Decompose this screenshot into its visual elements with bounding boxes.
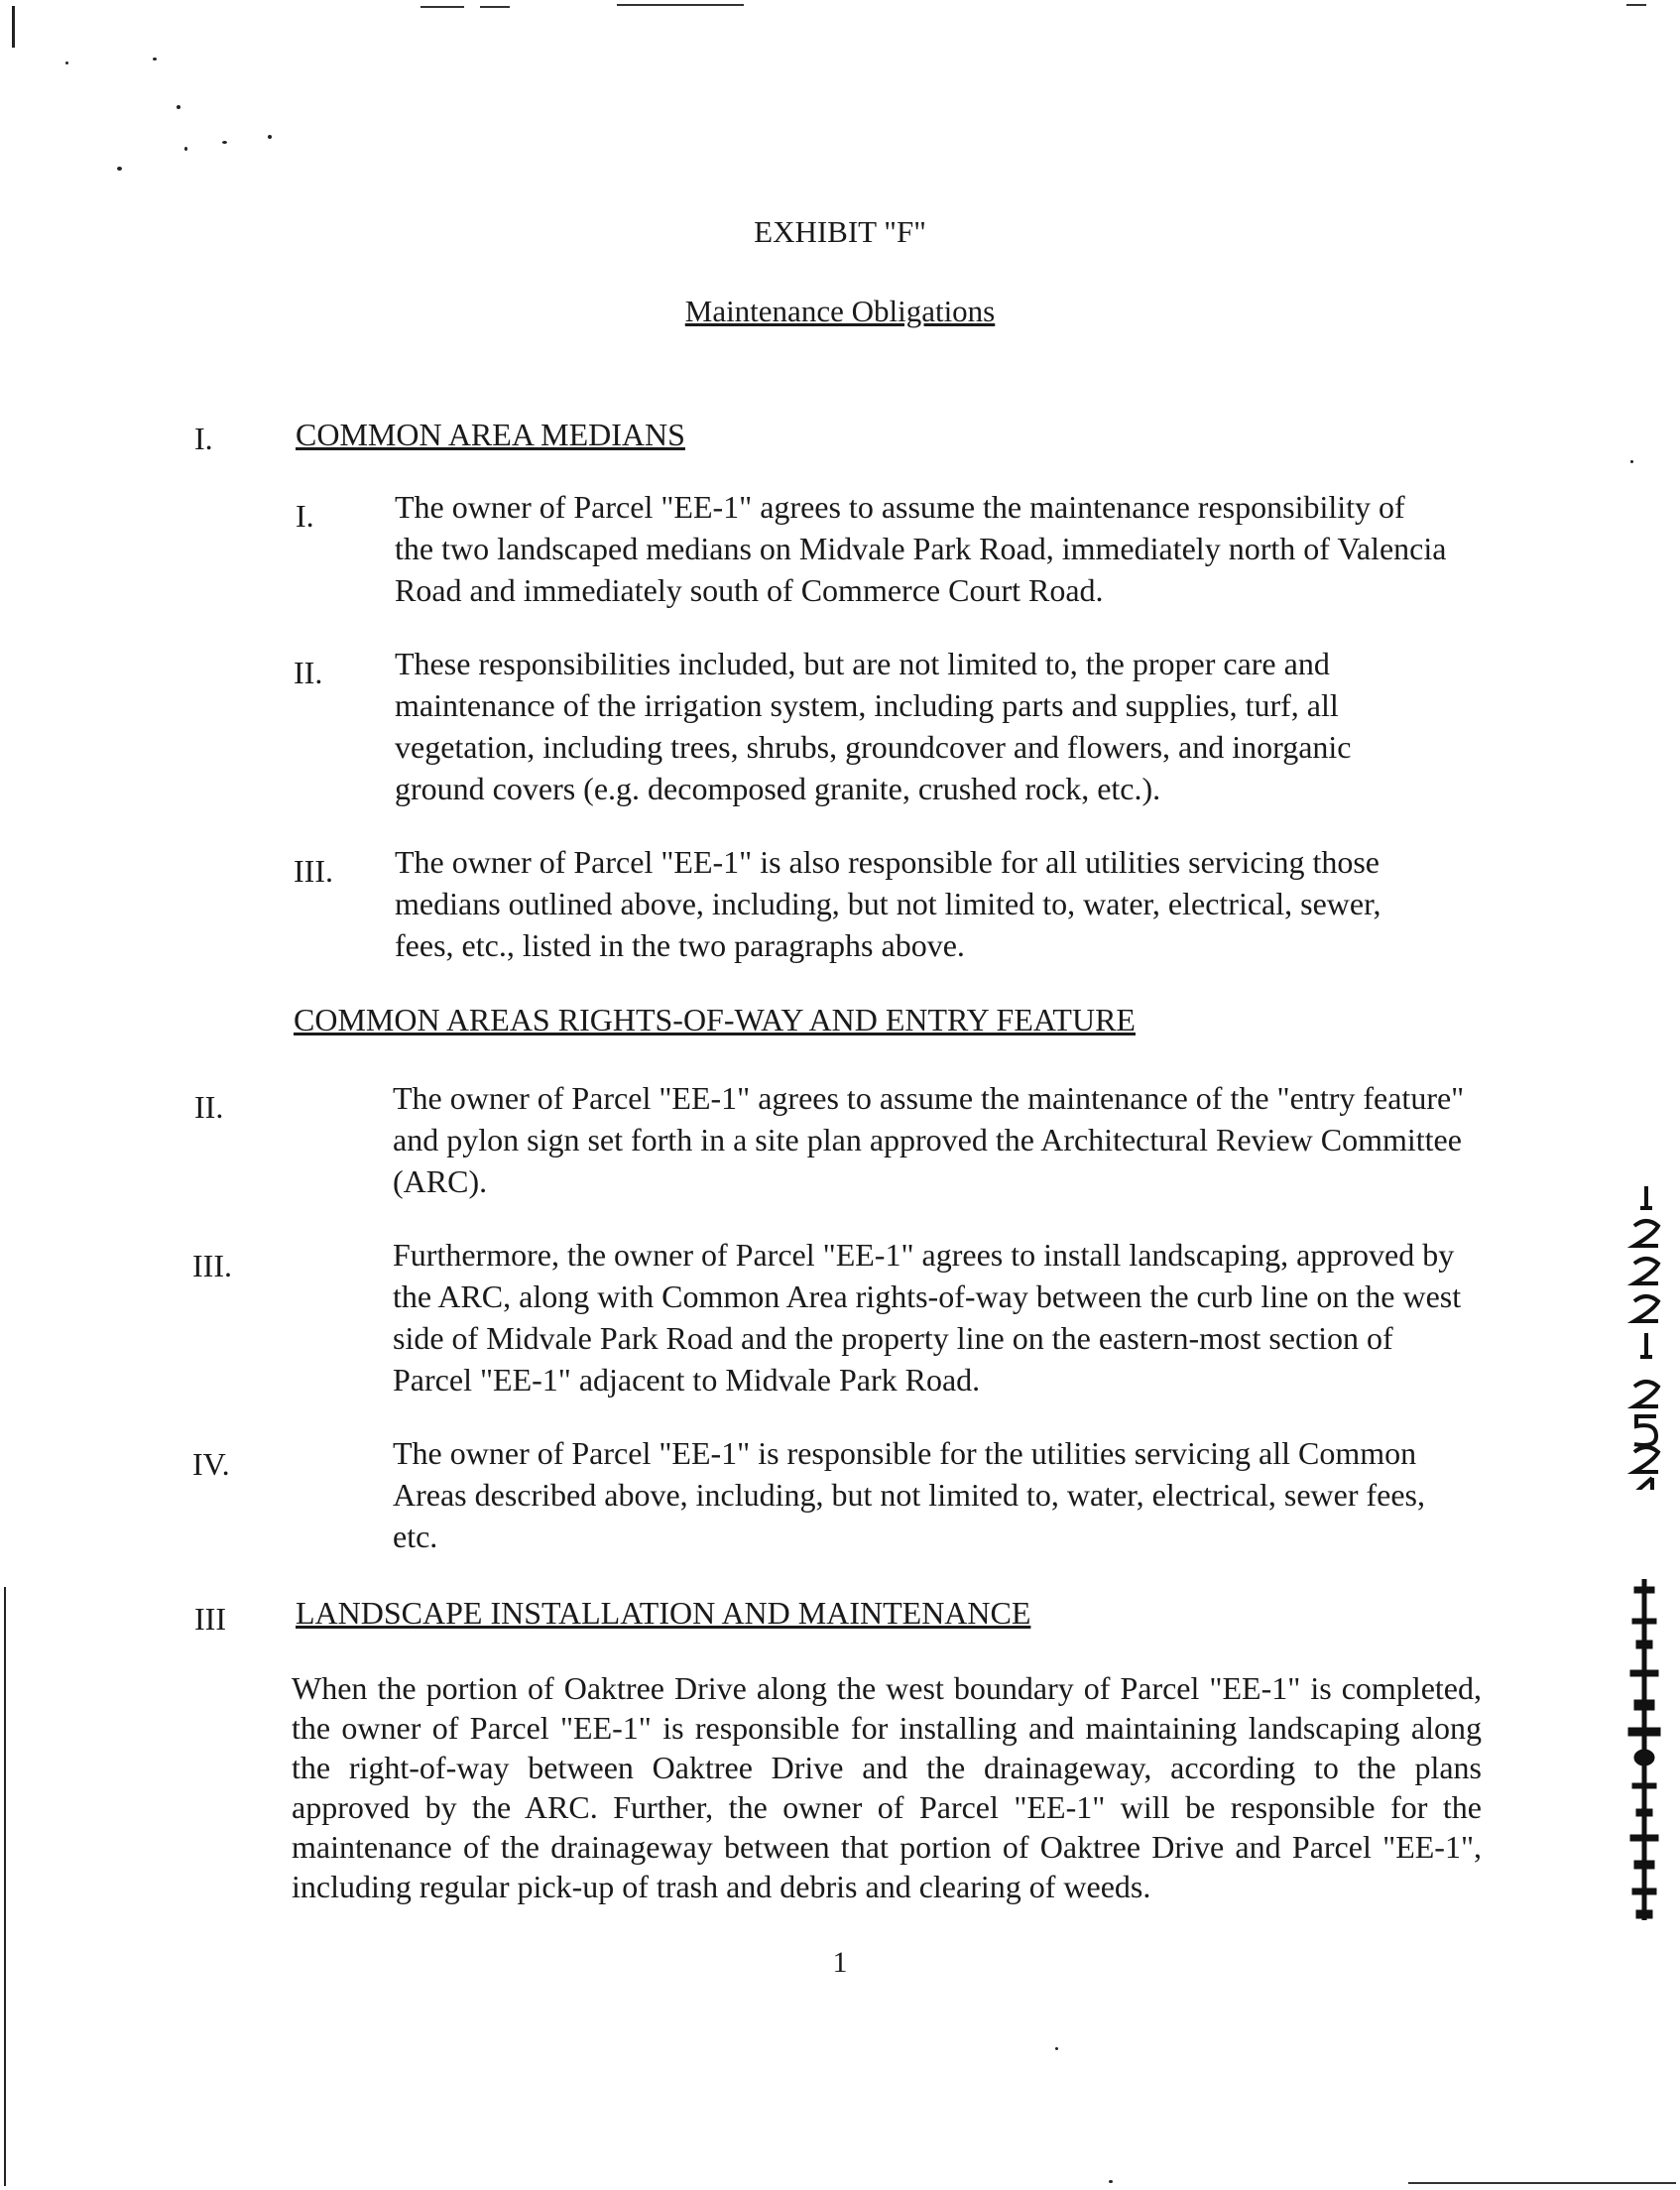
recording-barcode-graphic xyxy=(1622,1579,1666,1920)
scan-edge-line xyxy=(4,1587,6,2186)
scan-speck xyxy=(1630,460,1633,463)
item-paragraph: The owner of Parcel "EE-1" is responsible for the utilities servicing all Common Areas described above, including, but not limited to, water, electrical, sewer fees, etc. xyxy=(393,1435,1425,1554)
scan-artifact-line xyxy=(480,6,510,8)
scan-artifact-line xyxy=(1626,4,1646,6)
recording-stamp-number xyxy=(1626,1182,1666,1480)
scan-speck xyxy=(65,61,68,64)
recording-stamp-glyphs xyxy=(1626,1182,1666,1490)
section-heading: COMMON AREAS RIGHTS-OF-WAY AND ENTRY FEATURE xyxy=(294,1002,1136,1037)
item-paragraph: The owner of Parcel "EE-1" agrees to assume the maintenance of the "entry feature" and pylon sign set forth in a site plan approved the Architectural Review Committee (ARC). xyxy=(393,1080,1465,1199)
item-numeral: I. xyxy=(296,498,314,534)
document-subtitle: Maintenance Obligations xyxy=(684,294,996,328)
scan-speck xyxy=(184,147,187,151)
section-heading: LANDSCAPE INSTALLATION AND MAINTENANCE xyxy=(296,1595,1031,1631)
scan-speck xyxy=(268,135,272,139)
item-numeral: II. xyxy=(294,655,323,690)
item-numeral: IV. xyxy=(192,1446,230,1482)
document-title: EXHIBIT "F" xyxy=(754,214,926,249)
section-body-paragraph: When the portion of Oaktree Drive along the west boundary of Parcel "EE-1" is completed, the owner of Parcel "EE-1" is responsible for installing and maintaining landscaping along the right-of-way between Oaktree Drive and the drainageway, according to the plans approved by the ARC. Further, the owner of Parcel "EE-1" will be responsible for the maintenance of the drainageway between that portion of Oaktree Drive and Parcel "EE-1", including regular pick-up of trash and debris and clearing of weeds. xyxy=(292,1670,1482,1904)
scan-artifact-line xyxy=(617,4,744,6)
scan-artifact-line xyxy=(420,6,464,8)
item-numeral: II. xyxy=(194,1089,224,1125)
item-paragraph: The owner of Parcel "EE-1" agrees to assume the maintenance responsibility of the two landscaped medians on Midvale Park Road, immediately north of Valencia Road and immediately south of Commerce Court Road. xyxy=(395,489,1447,608)
page-number: 1 xyxy=(832,1946,848,1979)
item-paragraph: The owner of Parcel "EE-1" is also responsible for all utilities servicing those medians outlined above, including, but not limited to, water, electrical, sewer, fees, etc., listed in the two paragraphs above. xyxy=(395,844,1381,963)
scan-artifact-mark xyxy=(12,6,15,48)
recording-stamp-barcode xyxy=(1622,1579,1666,1920)
scan-speck xyxy=(1055,2047,1058,2050)
scan-speck xyxy=(153,58,157,61)
scan-speck xyxy=(117,167,122,171)
item-paragraph: These responsibilities included, but are not limited to, the proper care and maintenance of the irrigation system, including parts and supplies, turf, all vegetation, including trees, shrubs, groundcover and flowers, and inorganic ground covers (e.g. decomposed granite, crushed rock, etc.). xyxy=(395,646,1352,806)
scan-speck xyxy=(1109,2180,1113,2183)
scan-speck xyxy=(177,105,180,109)
item-paragraph: Furthermore, the owner of Parcel "EE-1" agrees to install landscaping, approved by the ARC, along with Common Area rights-of-way between the curb line on the west side of Midvale Park Road and the property line on the eastern-most section of Parcel "EE-1" adjacent to Midvale Park Road. xyxy=(393,1237,1462,1398)
scan-speck xyxy=(222,141,227,144)
item-numeral: III. xyxy=(192,1248,232,1283)
section-numeral: I. xyxy=(194,421,213,456)
scan-artifact-line xyxy=(1408,2182,1676,2184)
section-numeral: III xyxy=(194,1601,226,1637)
item-numeral: III. xyxy=(294,853,333,889)
section-heading: COMMON AREA MEDIANS xyxy=(296,417,685,452)
